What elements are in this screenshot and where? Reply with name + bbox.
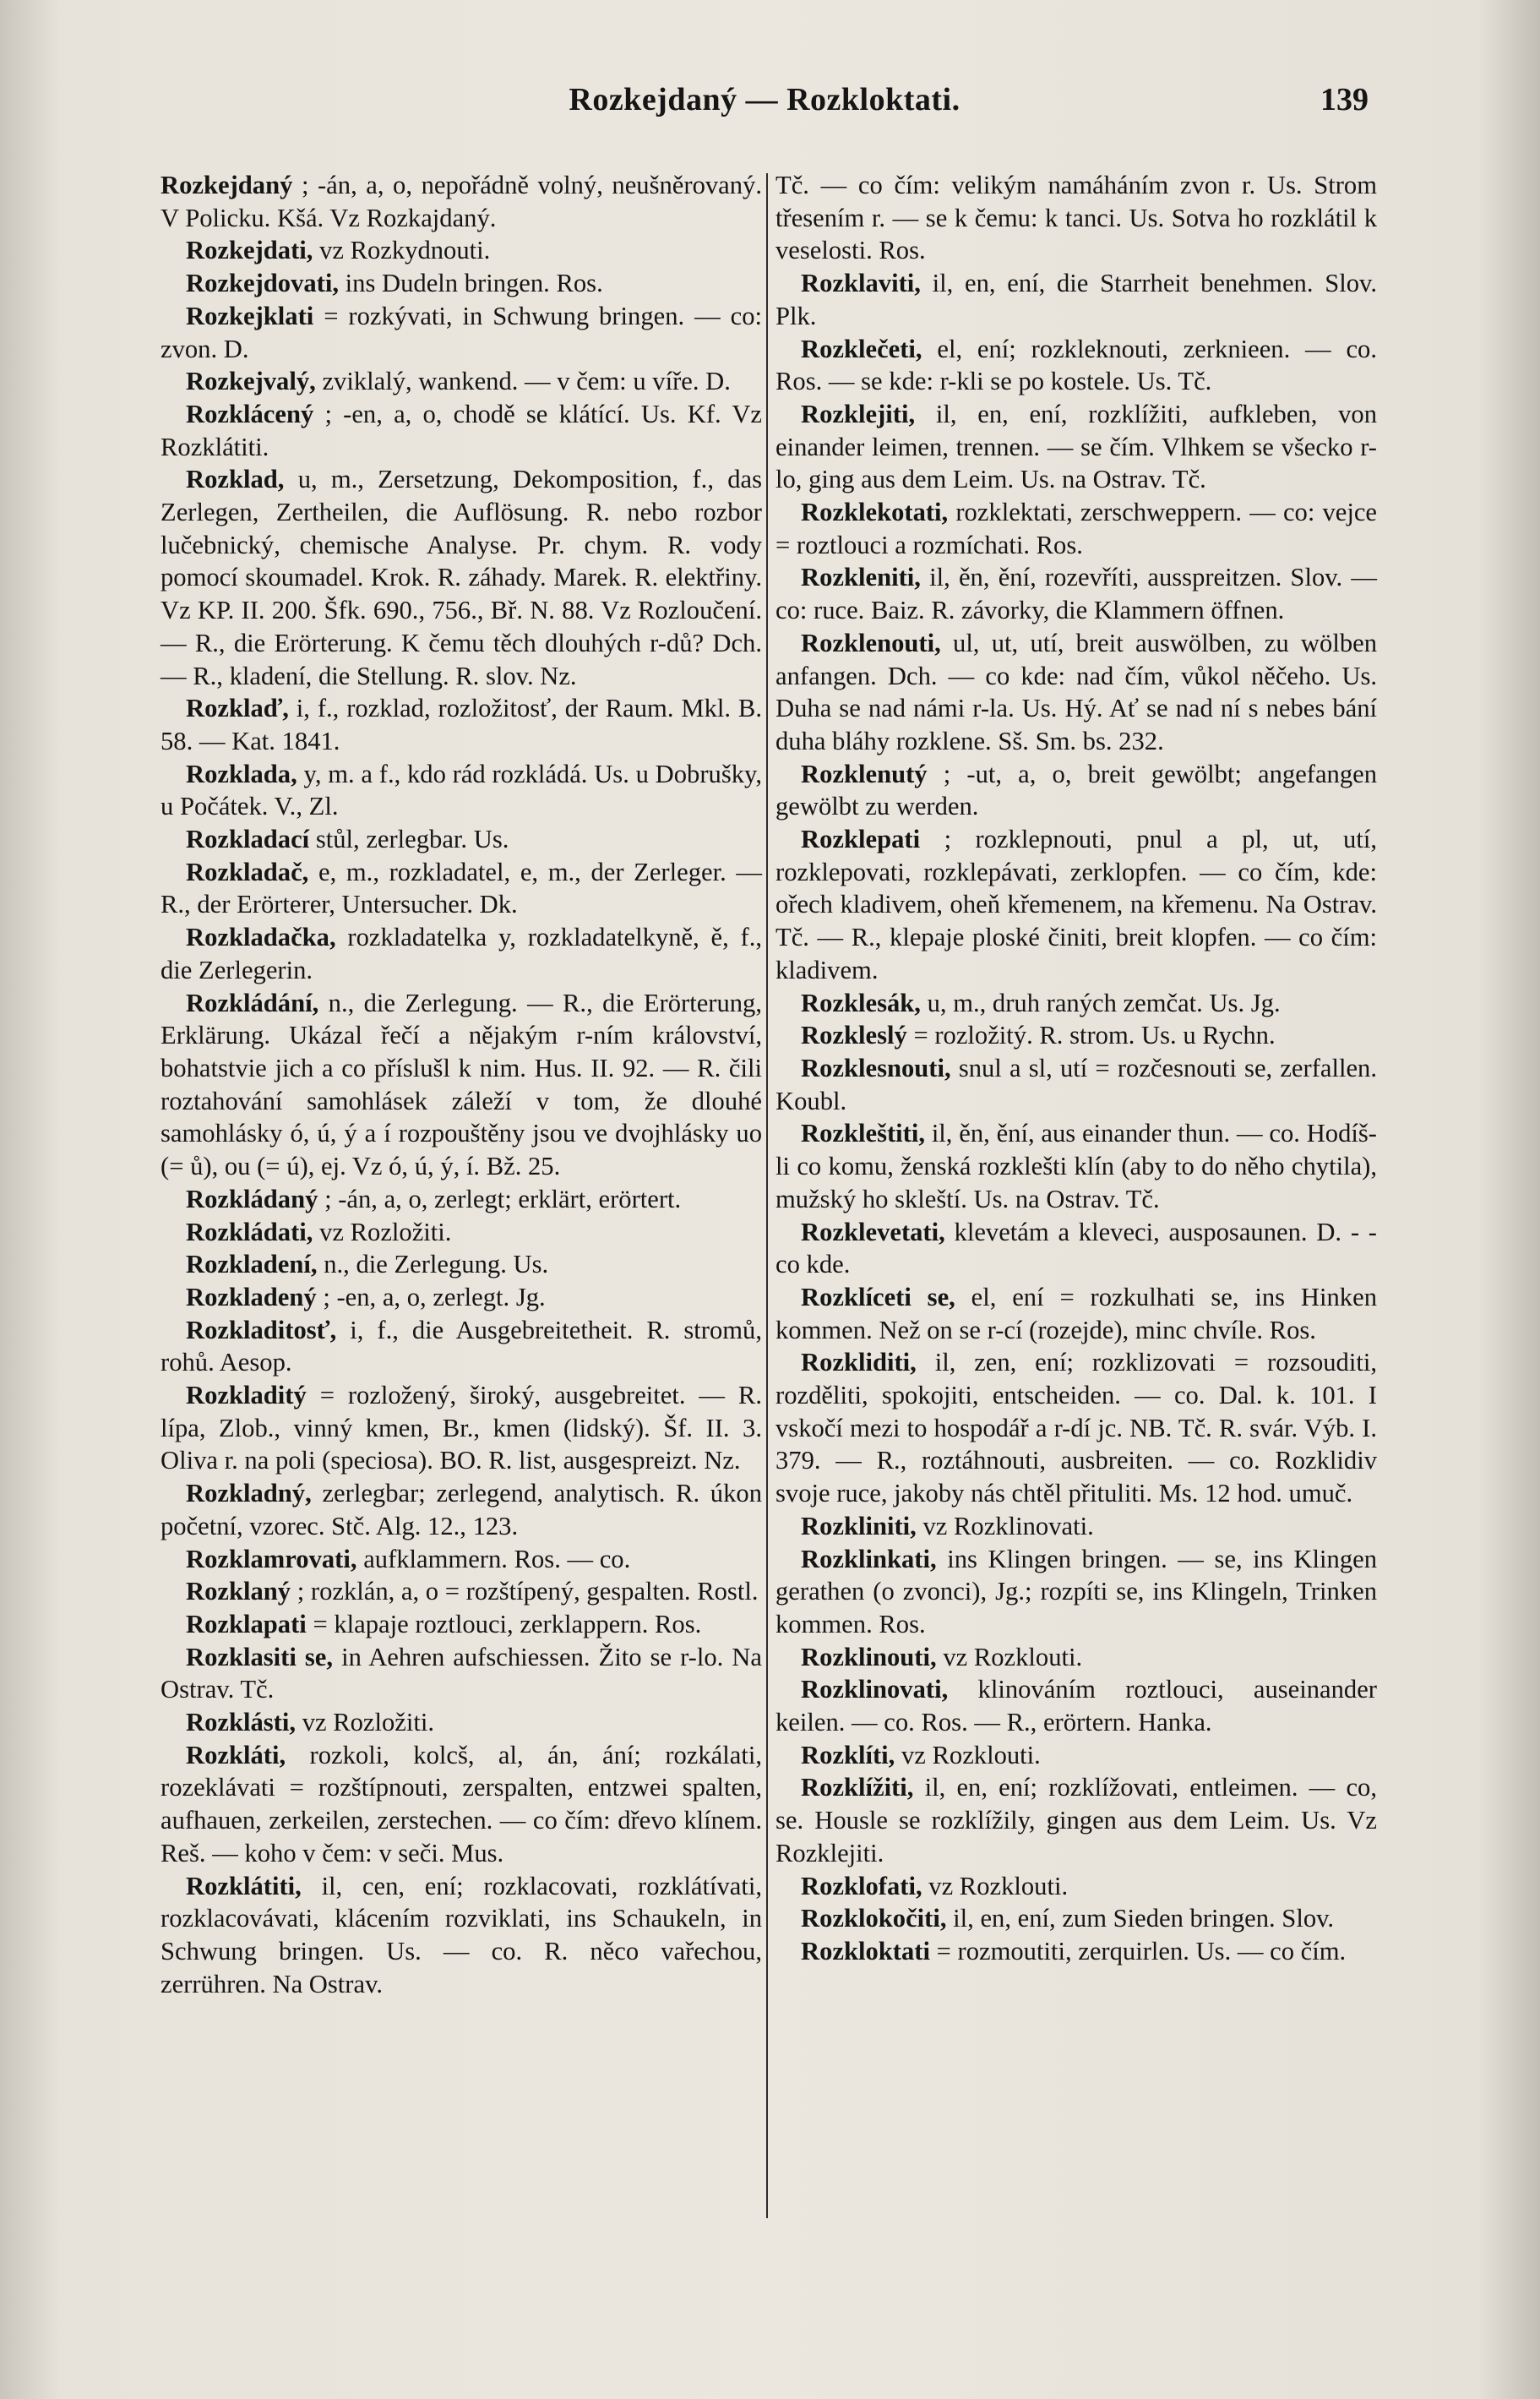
entry-headword: Rozkejklati xyxy=(186,301,314,330)
dictionary-entry xyxy=(775,496,1377,561)
entry-definition: i, f., rozklad, rozložitosť, der Raum. Mkl. B. 58. — Kat. 1841. xyxy=(161,694,762,755)
entry-headword: Rozklad, xyxy=(186,465,285,494)
entry-definition: ul, ut, utí, breit auswölben, zu wölben anfangen. Dch. — co kde: nad čím, vůkol něčeho. Us. Duha se nad námi r-la. Us. Hý. Ať se nad ní s nebes bání duha bláhy rozklene. Sš. Sm. bs. 232. xyxy=(775,628,1377,755)
entry-definition: vz Rozkydnouti. xyxy=(319,236,491,265)
entry-definition: il, ěn, ění, rozevříti, ausspreitzen. Slov. — co: ruce. Baiz. R. závorky, die Klammern öffnen. xyxy=(775,563,1377,625)
entry-headword: Rozkladitosť, xyxy=(186,1315,337,1344)
entry-definition: zviklalý, wankend. — v čem: u víře. D. xyxy=(322,367,731,396)
entry-headword: Rozklaviti, xyxy=(801,269,921,298)
entry-headword: Rozkladení, xyxy=(186,1250,318,1279)
entry-definition: vz Rozložiti. xyxy=(302,1708,435,1737)
dictionary-entry xyxy=(161,692,762,757)
dictionary-entry xyxy=(775,1739,1377,1772)
entry-headword: Rozkladený xyxy=(186,1282,317,1311)
entry-definition: ; -ut, a, o, breit gewölbt; angefangen gewölbt zu werden. xyxy=(775,759,1378,821)
entry-headword: Rozkláti, xyxy=(186,1740,286,1769)
entry-headword: Rozkliditi, xyxy=(801,1348,917,1377)
entry-definition: aufklammern. Ros. — co. xyxy=(363,1544,631,1573)
dictionary-entry xyxy=(161,1641,762,1706)
dictionary-entry xyxy=(161,1379,762,1477)
entry-definition: vz Rozklouti. xyxy=(928,1871,1069,1900)
entry-headword: Rozklapati xyxy=(186,1609,307,1638)
dictionary-entry xyxy=(775,1346,1377,1510)
entry-headword: Rozklekotati, xyxy=(801,498,949,527)
entry-headword: Rozklaď, xyxy=(186,694,289,723)
dictionary-entry xyxy=(775,1902,1377,1935)
dictionary-entry xyxy=(161,365,762,398)
entry-definition: el, ení; rozkleknouti, zerknieen. — co. Ros. — se kde: r-kli se po kostele. Us. Tč. xyxy=(775,334,1377,396)
dictionary-entry xyxy=(775,1673,1377,1738)
entry-headword: Rozklíti, xyxy=(801,1740,895,1769)
entry-headword: Rozkejdaný xyxy=(161,171,293,199)
dictionary-entry xyxy=(775,333,1377,398)
entry-definition: = rozmoutiti, zerquirlen. Us. — co čím. xyxy=(936,1936,1347,1966)
dictionary-entry xyxy=(161,1706,762,1739)
dictionary-entry xyxy=(775,1935,1377,1968)
dictionary-entry xyxy=(775,1019,1377,1052)
entry-definition: ; -án, a, o, zerlegt; erklärt, erörtert. xyxy=(324,1184,682,1213)
entry-headword: Rozkladný, xyxy=(186,1479,312,1508)
entry-headword: Rozkládati, xyxy=(186,1217,313,1246)
dictionary-entry xyxy=(775,398,1377,496)
dictionary-entry xyxy=(161,1739,762,1870)
entry-definition: ; rozklán, a, o = rozštípený, gespalten. Rostl. xyxy=(297,1577,759,1606)
entry-definition: rozklektati, zerschweppern. — co: vejce = roztlouci a rozmíchati. Ros. xyxy=(775,498,1378,559)
dictionary-entry xyxy=(775,1771,1377,1869)
entry-definition: = rozložitý. R. strom. Us. u Rychn. xyxy=(913,1021,1276,1050)
left-column xyxy=(161,169,762,2265)
entry-headword: Rozklinouti, xyxy=(801,1642,937,1671)
page-title: Rozkejdaný — Rozkloktati. xyxy=(569,82,960,117)
entry-definition: vz Rozklouti. xyxy=(901,1740,1041,1769)
entry-headword: Rozklevetati, xyxy=(801,1217,945,1246)
dictionary-entry xyxy=(161,1183,762,1216)
entry-headword: Rozklinovati, xyxy=(801,1675,949,1704)
entry-headword: Rozklesnouti, xyxy=(801,1053,951,1082)
dictionary-entry xyxy=(775,1216,1377,1281)
entry-headword: Rozkladačka, xyxy=(186,923,336,952)
dictionary-entry xyxy=(161,1477,762,1542)
entry-definition: vz Rozklinovati. xyxy=(922,1511,1094,1540)
entry-definition: zerlegbar; zerlegend, analytisch. R. úkon početní, vzorec. Stč. Alg. 12., 123. xyxy=(161,1479,762,1540)
entry-definition: il, en, ení, die Starrheit benehmen. Slov. Plk. xyxy=(775,269,1377,330)
entry-headword: Rozkleštiti, xyxy=(801,1119,925,1148)
dictionary-entry xyxy=(161,1870,762,2001)
entry-headword: Rozklaný xyxy=(186,1577,291,1606)
dictionary-entry xyxy=(775,1117,1377,1215)
entry-definition: klevetám a kleveci, ausposaunen. D. - - co kde. xyxy=(775,1217,1377,1279)
entry-headword: Rozklesák, xyxy=(801,988,921,1017)
entry-definition: y, m. a f., kdo rád rozkládá. Us. u Dobrušky, u Počátek. V., Zl. xyxy=(161,759,762,821)
dictionary-entry xyxy=(775,627,1377,758)
dictionary-entry xyxy=(775,987,1377,1020)
dictionary-entry xyxy=(161,921,762,986)
entry-definition: n., die Zerlegung. Us. xyxy=(324,1250,549,1279)
entry-definition: = rozložený, široký, ausgebreitet. — R. lípa, Zlob., vinný kmen, Br., kmen (lidský). Šf. II. 3. Oliva r. na poli (speciosa). BO. R. list, ausgespreizt. Nz. xyxy=(161,1381,762,1475)
entry-definition: stůl, zerlegbar. Us. xyxy=(315,825,509,854)
entry-headword: Rozklížiti, xyxy=(801,1773,914,1802)
entry-definition: snul a sl, utí = rozčesnouti se, zerfallen. Koubl. xyxy=(775,1053,1377,1115)
entry-headword: Rozkladací xyxy=(186,825,310,854)
dictionary-entry xyxy=(775,267,1377,332)
entry-headword: Rozkejvalý, xyxy=(186,367,316,396)
running-header xyxy=(161,81,1369,132)
entry-headword: Rozklíceti se, xyxy=(801,1282,955,1311)
dictionary-entry xyxy=(161,463,762,692)
entry-headword: Rozklamrovati, xyxy=(186,1544,357,1573)
entry-definition: el, ení = rozkulhati se, ins Hinken kommen. Než on se r-cí (rozejde), minc chvíle. Ros. xyxy=(775,1282,1377,1344)
dictionary-entry xyxy=(161,1314,762,1379)
entry-definition: rozkoli, kolcš, al, án, ání; rozkálati, rozeklávati = rozštípnouti, zerspalten, entzwei spalten, aufhauen, zerkeilen, zerstechen. — co čím: dřevo klínem. Reš. — koho v čem: v seči. Mus. xyxy=(161,1740,762,1867)
entry-definition: vz Rozklouti. xyxy=(943,1642,1083,1671)
entry-definition: vz Rozložiti. xyxy=(319,1217,452,1246)
entry-headword: Rozklátiti, xyxy=(186,1871,302,1900)
dictionary-entry xyxy=(161,1543,762,1576)
entry-headword: Rozkloktati xyxy=(801,1936,930,1966)
entry-definition: ; -án, a, o, nepořádně volný, neušněrovaný. V Policku. Kšá. Vz Rozkajdaný. xyxy=(161,171,762,232)
dictionary-entry xyxy=(775,1510,1377,1543)
dictionary-entry xyxy=(775,1281,1377,1346)
right-column xyxy=(775,169,1377,2265)
entry-definition: ; -en, a, o, zerlegt. Jg. xyxy=(323,1282,546,1311)
entry-headword: Rozkejdovati, xyxy=(186,269,339,298)
entry-headword: Rozkládaný xyxy=(186,1184,318,1213)
dictionary-entry xyxy=(161,856,762,921)
entry-headword: Rozkladač, xyxy=(186,857,309,886)
dictionary-entry xyxy=(161,267,762,300)
dictionary-entry xyxy=(161,1216,762,1249)
entry-headword: Rozklada, xyxy=(186,759,297,788)
entry-definition: ; -en, a, o, chodě se klátící. Us. Kf. Vz Rozklátiti. xyxy=(161,399,762,461)
entry-headword: Rozklinkati, xyxy=(801,1544,937,1573)
entry-definition: ins Klingen bringen. — se, ins Klingen gerathen (o zvonci), Jg.; rozpíti se, ins Klingeln, Trinken kommen. Ros. xyxy=(775,1544,1377,1638)
entry-definition: u, m., Zersetzung, Dekomposition, f., das Zerlegen, Zertheilen, die Auflösung. R. nebo rozbor lučebnický, chemische Analyse. Pr. chym. R. vody pomocí skoumadel. Krok. R. záhady. Marek. R. elektřiny. Vz KP. II. 200. Šfk. 690., 756., Bř. N. 88. Vz Rozloučení. — R., die Erörterung. K čemu těch dlouhých r-dů? Dch. — R., kladení, die Stellung. R. slov. Nz. xyxy=(161,465,762,690)
entry-definition: ins Dudeln bringen. Ros. xyxy=(345,269,603,298)
dictionary-entry xyxy=(775,823,1377,987)
entry-headword: Rozkládání, xyxy=(186,988,319,1017)
dictionary-entry xyxy=(775,169,1377,267)
dictionary-entry xyxy=(161,758,762,823)
dictionary-entry xyxy=(775,1870,1377,1903)
entry-definition: il, cen, ení; rozklacovati, rozklátívati, rozklacovávati, klácením rozviklati, ins Schaukeln, in Schwung bringen. Us. — co. R. něco vařechou, zerrühren. Na Ostrav. xyxy=(161,1871,762,1998)
entry-headword: Rozklejiti, xyxy=(801,399,916,428)
entry-definition: i, f., die Ausgebreitetheit. R. stromů, rohů. Aesop. xyxy=(161,1315,762,1377)
dictionary-entry xyxy=(775,561,1377,626)
entry-definition: il, en, ení, rozklížiti, aufkleben, von einander leimen, trennen. — se čím. Vlhkem se všecko r-lo, ging aus dem Leim. Us. na Ostrav. Tč. xyxy=(775,399,1377,494)
entry-headword: Rozkleslý xyxy=(801,1021,907,1050)
entry-definition: Tč. — co čím: velikým namáháním zvon r. Us. Strom třesením r. — se k čemu: k tanci. Us. Sotva ho rozklátil k veselosti. Ros. xyxy=(775,171,1377,265)
entry-headword: Rozklásti, xyxy=(186,1708,297,1737)
page-number: 139 xyxy=(1320,82,1369,117)
entry-definition: il, zen, ení; rozklizovati = rozsouditi, rozděliti, spokojiti, entscheiden. — co. Dal. k. 101. I vskočí mezi to hospodář a r-dí jc. NB. Tč. R. svár. Výb. I. 379. — R., roztáhnouti, ausbreiten. — co. Rozklidiv svoje ruce, jakoby nás chtěl přituliti. Ms. 12 hod. umuč. xyxy=(775,1348,1377,1508)
entry-definition: u, m., druh raných zemčat. Us. Jg. xyxy=(927,988,1281,1017)
entry-definition: klinováním roztlouci, auseinander keilen. — co. Ros. — R., erörtern. Hanka. xyxy=(775,1675,1377,1737)
entry-definition: il, en, ení; rozklížovati, entleimen. — co, se. Housle se rozklížily, gingen aus dem Leim. Us. Vz Rozklejiti. xyxy=(775,1773,1377,1867)
entry-definition: in Aehren aufschiessen. Žito se r-lo. Na Ostrav. Tč. xyxy=(161,1642,762,1704)
entry-headword: Rozkladitý xyxy=(186,1381,307,1410)
entry-headword: Rozklenutý xyxy=(801,759,928,788)
entry-definition: ; rozklepnouti, pnul a pl, ut, utí, rozklepovati, rozklepávati, zerklopfen. — co čím, kde: ořech kladivem, oheň křemenem, na křemenu. Na Ostrav. Tč. — R., klepaje ploské činiti, breit klopfen. — co čím: kladivem. xyxy=(775,825,1377,984)
dictionary-entry xyxy=(161,234,762,267)
entry-headword: Rozkleniti, xyxy=(801,563,921,592)
entry-definition: = klapaje roztlouci, zerklappern. Ros. xyxy=(313,1609,702,1638)
dictionary-entry xyxy=(161,1575,762,1608)
dictionary-entry xyxy=(161,1608,762,1641)
entry-headword: Rozklokočiti, xyxy=(801,1904,947,1933)
entry-headword: Rozklofati, xyxy=(801,1871,922,1900)
entry-headword: Rozklenouti, xyxy=(801,628,941,657)
entry-definition: rozkladatelka y, rozkladatelkyně, ě, f., die Zerlegerin. xyxy=(161,923,762,984)
entry-definition: e, m., rozkladatel, e, m., der Zerleger. — R., der Erörterer, Untersucher. Dk. xyxy=(161,857,762,919)
dictionary-entry xyxy=(775,1543,1377,1641)
entry-headword: Rozkejdati, xyxy=(186,236,313,265)
dictionary-entry xyxy=(161,987,762,1183)
dictionary-entry xyxy=(161,1248,762,1281)
entry-definition: n., die Zerlegung. — R., die Erörterung, Erklärung. Ukázal řečí a nějakým r-ním království, bohatstvie jich a co příslušl k nim. Hus. II. 92. — R. čili roztahování samohlásek záleží v tom, že dlouhé samohlásky ó, ú, ý a í rozpouštěny jsou ve dvojhlásky uo (= ů), ou (= ú), ej. Vz ó, ú, ý, í. Bž. 25. xyxy=(161,988,762,1181)
dictionary-entry xyxy=(775,1052,1377,1117)
dictionary-entry xyxy=(161,1281,762,1314)
entry-definition: = rozkývati, in Schwung bringen. — co: zvon. D. xyxy=(161,301,762,363)
entry-headword: Rozklasiti se, xyxy=(186,1642,334,1671)
dictionary-entry xyxy=(161,823,762,856)
entry-headword: Rozkliniti, xyxy=(801,1511,917,1540)
entry-definition: il, ěn, ění, aus einander thun. — co. Hodíš-li co komu, ženská rozklešti klín (aby to do něho chytila), mužský ho skleští. Us. na Ostrav. Tč. xyxy=(775,1119,1377,1213)
dictionary-entry xyxy=(775,1641,1377,1674)
dictionary-entry xyxy=(161,398,762,463)
column-divider xyxy=(766,173,768,2218)
entry-headword: Rozklepati xyxy=(801,825,921,854)
dictionary-entry xyxy=(775,758,1377,823)
entry-headword: Rozklácený xyxy=(186,399,314,428)
dictionary-entry xyxy=(161,300,762,365)
entry-definition: il, en, ení, zum Sieden bringen. Slov. xyxy=(953,1904,1335,1933)
entry-headword: Rozklečeti, xyxy=(801,334,922,363)
dictionary-entry xyxy=(161,169,762,234)
